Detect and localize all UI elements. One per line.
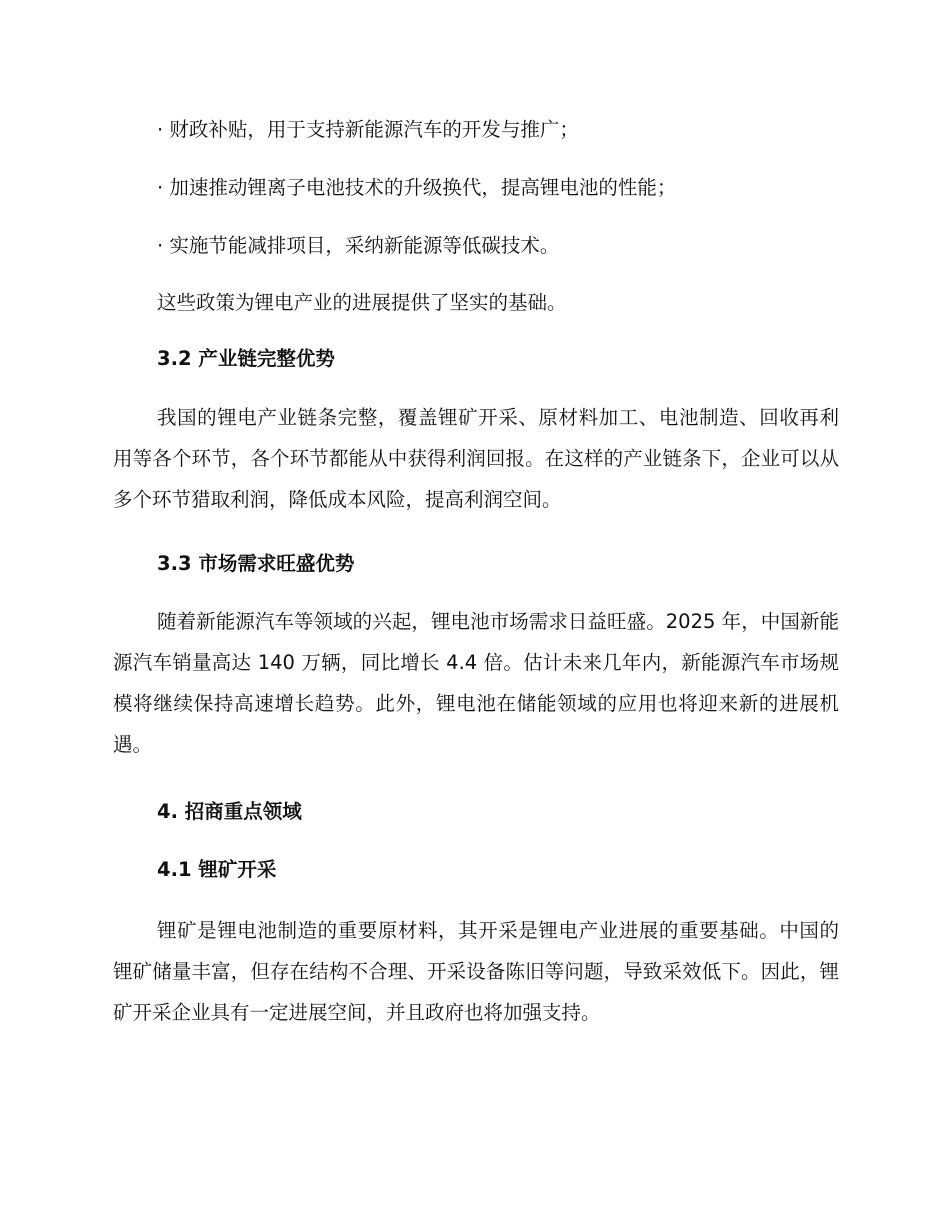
bullet-item-battery-upgrade: · 加速推动锂离子电池技术的升级换代，提高锂电池的性能；: [157, 176, 677, 199]
section-body-3-2: 我国的锂电产业链条完整，覆盖锂矿开采、原材料加工、电池制造、回收再利用等各个环节，各个环节都能从中获得利润回报。在这样的产业链条下，企业可以从多个环节猎取利润，降低成本风险，提高利润空间。: [113, 406, 839, 511]
bullet-item-subsidy: · 财政补贴，用于支持新能源汽车的开发与推广；: [157, 118, 579, 141]
section-heading-3-3: 3.3 市场需求旺盛优势: [157, 552, 355, 575]
bullet-item-energy-saving: · 实施节能减排项目，采纳新能源等低碳技术。: [157, 234, 560, 257]
section-body-3-3: 随着新能源汽车等领域的兴起，锂电池市场需求日益旺盛。2025 年，中国新能源汽车销量高达 140 万辆，同比增长 4.4 倍。估计未来几年内，新能源汽车市场规模将继续保持高速增长趋势。此外，锂电池在储能领域的应用也将迎来新的进展机遇。: [113, 610, 839, 756]
section-body-4-1: 锂矿是锂电池制造的重要原材料，其开采是锂电产业进展的重要基础。中国的锂矿储量丰富，但存在结构不合理、开采设备陈旧等问题，导致采效低下。因此，锂矿开采企业具有一定进展空间，并且政府也将加强支持。: [113, 919, 839, 1024]
section-heading-4: 4. 招商重点领域: [157, 800, 302, 823]
policy-summary-paragraph: 这些政策为锂电产业的进展提供了坚实的基础。: [157, 291, 567, 314]
section-heading-4-1: 4.1 锂矿开采: [157, 858, 277, 881]
section-heading-3-2: 3.2 产业链完整优势: [157, 347, 335, 370]
